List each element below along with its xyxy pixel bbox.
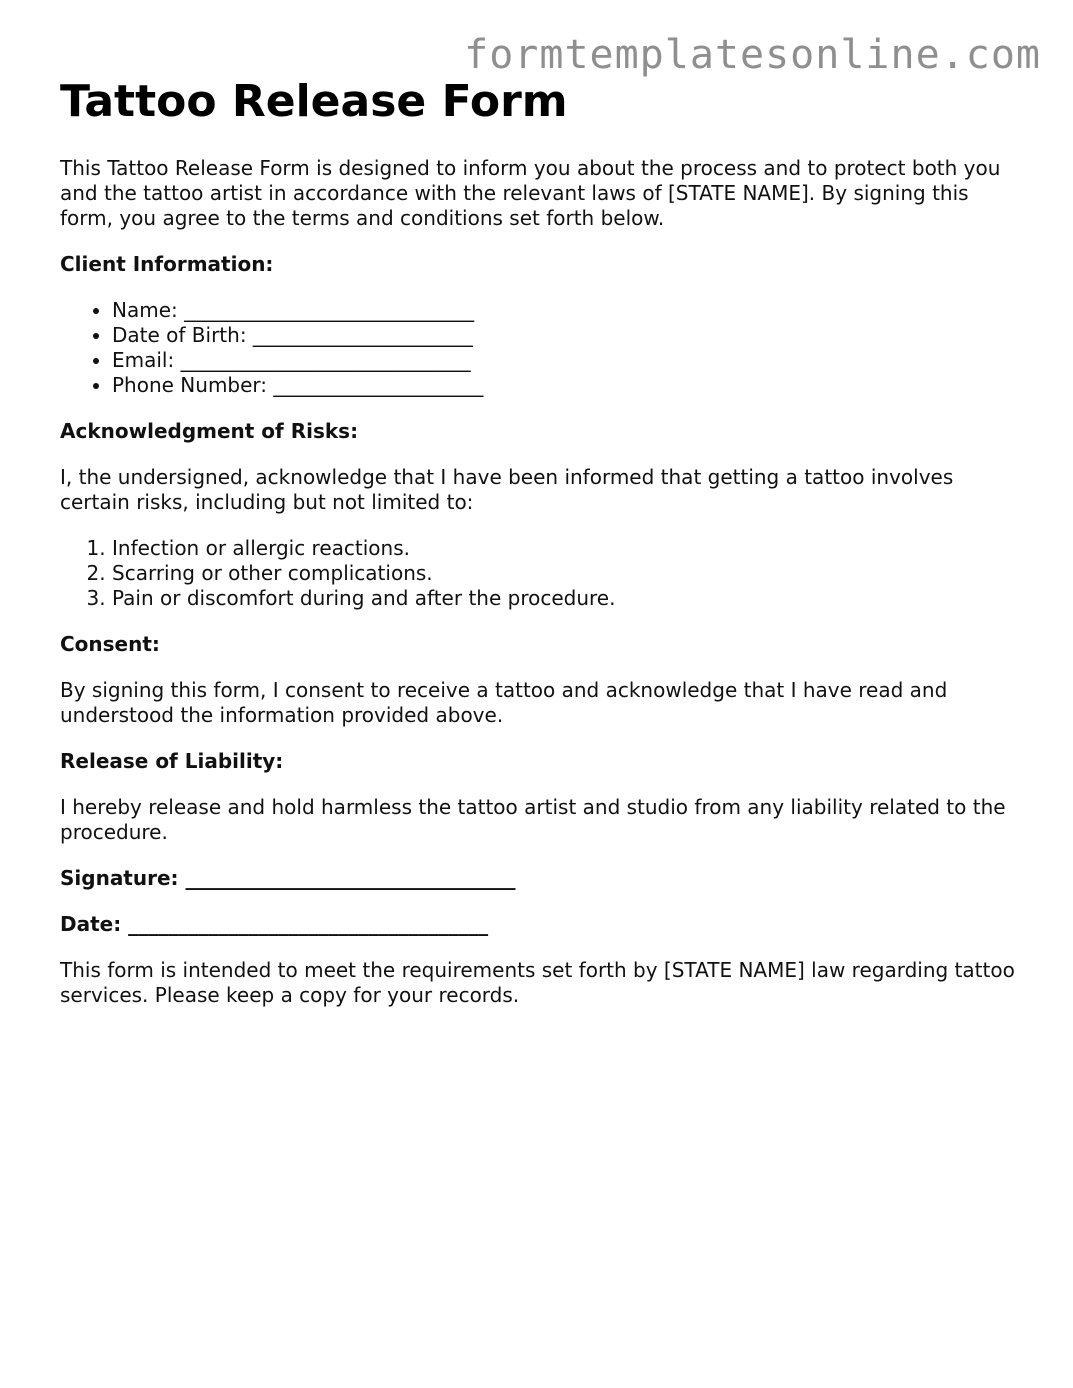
name-field: • Name: _____________________________ — [112, 298, 1020, 323]
list-item: 2. Scarring or other complications. — [112, 561, 1020, 586]
intro-paragraph: This Tattoo Release Form is designed to inform you about the process and to protect both you and the tattoo artist in accordance with the relevant laws of [STATE NAME]. By signing this form, you agree to the terms and conditions set forth below. — [60, 156, 1001, 230]
release-paragraph: I hereby release and hold harmless the tattoo artist and studio from any liability related to the procedure. — [60, 795, 1006, 844]
consent-paragraph: By signing this form, I consent to receive a tattoo and acknowledge that I have read and understood the information provided above. — [60, 678, 948, 727]
consent-heading: Consent: — [60, 632, 160, 656]
risks-list — [60, 536, 1020, 611]
list-item: 1. Infection or allergic reactions. — [112, 536, 1020, 561]
watermark: formtemplatesonline.com — [464, 32, 1041, 78]
date-of-birth-field: • Date of Birth: ______________________ — [112, 323, 1020, 348]
risks-paragraph: I, the undersigned, acknowledge that I have been informed that getting a tattoo involves certain risks, including but not limited to: — [60, 465, 954, 514]
document-page — [60, 78, 1020, 1029]
client-info-list — [60, 298, 1020, 398]
risks-heading: Acknowledgment of Risks: — [60, 419, 359, 443]
email-field: • Email: _____________________________ — [112, 348, 1020, 373]
client-info-heading: Client Information: — [60, 252, 274, 276]
footer-paragraph: This form is intended to meet the requirements set forth by [STATE NAME] law regarding tattoo services. Please keep a copy for your records. — [60, 958, 1015, 1007]
page-title: Tattoo Release Form — [60, 76, 568, 127]
phone-number-field: • Phone Number: _____________________ — [112, 373, 1020, 398]
signature-line: Signature: _________________________________ — [60, 866, 516, 890]
date-line: Date: ____________________________________ — [60, 912, 489, 936]
list-item: 3. Pain or discomfort during and after the procedure. — [112, 586, 1020, 611]
release-heading: Release of Liability: — [60, 749, 284, 773]
